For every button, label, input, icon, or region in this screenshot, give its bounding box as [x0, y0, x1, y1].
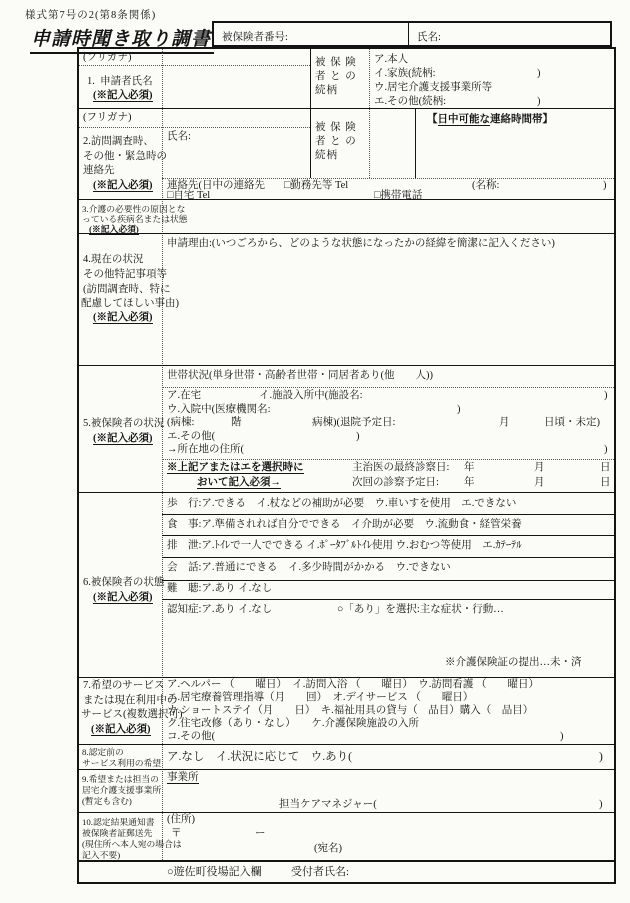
s1-option-family-close: ) [537, 68, 541, 79]
s1-option-family: イ.家族(続柄: [374, 68, 436, 79]
s2-mobile-checkbox: □携帯電話 [374, 190, 423, 201]
s5-location-address-close: ) [604, 444, 608, 455]
s5-discharge-month: 月 [499, 417, 510, 428]
grid-line [162, 580, 614, 581]
grid-line [79, 365, 614, 366]
s1-option-other: エ.その他(続柄: [374, 96, 447, 107]
s2-label-line2: その他・緊急時の [83, 151, 167, 162]
form-table [77, 47, 616, 884]
grid-line [162, 599, 614, 600]
form-title: 申請時聞き取り調書 [30, 24, 214, 54]
grid-line [79, 492, 614, 493]
s9-office-label: 事業所 [167, 772, 199, 783]
s2-label-line3: 連絡先 [83, 165, 115, 176]
grid-line [79, 65, 310, 66]
s10-postal-mark: 〒 [171, 828, 182, 839]
s4-label-line1: 4.現在の状況 [83, 254, 144, 265]
s4-label-line2: その他特記事項等 [83, 269, 167, 280]
s4-application-reason: 申請理由:(いつごろから、どのような状態になったかの経緯を簡潔に記入ください) [167, 238, 555, 249]
grid-line [162, 514, 614, 515]
s2-office-name-label: (名称: [472, 180, 500, 191]
s9-caremanager-close: ) [599, 799, 603, 810]
s5-note-line1: ※上記アまたはエを選択時に [167, 462, 304, 473]
s7-label-line1: 7.希望のサービス [83, 680, 165, 691]
grid-line [162, 178, 614, 179]
grid-line [162, 459, 614, 460]
s10-addressee-label: (宛名) [314, 843, 342, 854]
s5-household-status: 世帯状況(単身世帯・高齢者世帯・同居者あり(他 人)) [167, 370, 433, 381]
s10-label-line1: 10.認定結果通知書 [82, 817, 155, 827]
s8-options-close: ) [599, 751, 603, 763]
s1-option-other-close: ) [537, 96, 541, 107]
s10-label-line4: 記入不要) [82, 850, 121, 860]
s7-service-line4: ク.住宅改修（あり・なし） ケ.介護保険施設の入所 [167, 718, 419, 729]
s5-option-facility: イ.施設入所中(施設名: [259, 390, 363, 401]
s6-meal-row: 食 事:ア.準備されれば自分でできる イ介助が必要 ウ.流動食・経管栄養 [167, 519, 522, 530]
s7-service-line5: コ.その他( [167, 731, 216, 742]
s10-label-line3: (現住所へ本人宛の場合は [82, 839, 182, 849]
s5-doctor-last-visit: 主治医の最終診察日: [352, 462, 450, 473]
s5-option-hospital-close: ) [457, 404, 461, 415]
grid-line [79, 233, 614, 234]
s5-location-address: →所在地の住所( [167, 444, 244, 455]
s2-furigana-label: (フリガナ) [83, 112, 132, 123]
s1-relation-label: 被 保 険 者 と の 続柄 [315, 57, 357, 97]
s5-day2: 日 [600, 477, 611, 488]
s5-ward-label: (病棟: [167, 417, 195, 428]
s5-floor-label: 階 [231, 417, 242, 428]
s7-service-line2: エ.居宅療養管理指導（月 回） オ.デイサービス （ 曜日） [167, 692, 474, 703]
grid-line [310, 49, 311, 178]
s2-name-label: 氏名: [167, 131, 191, 142]
receiver-name-label: 受付者氏名: [291, 866, 350, 878]
s5-day1: 日 [600, 462, 611, 473]
s5-option-home: ア.在宅 [167, 390, 202, 401]
s5-option-other-close: ) [356, 431, 360, 442]
s6-toilet-row: 排 泄:ア.ﾄｲﾚで一人でできる イ.ﾎﾟｰﾀﾌﾞﾙﾄｲﾚ使用 ウ.おむつ等使用 エ.ｶﾃｰﾃﾙ [167, 540, 522, 551]
s4-label-line4: 配慮してほしい事由) [81, 298, 179, 309]
s10-address-label: (住所) [167, 814, 195, 825]
s2-work-tel-checkbox: □勤務先等 Tel [284, 180, 349, 191]
s6-label: 6.被保険者の状態 [83, 577, 165, 588]
s2-home-tel-checkbox: □自宅 Tel [167, 190, 211, 201]
s2-relation-label: 被 保 険 者 と の 続柄 [315, 122, 357, 162]
s3-label-line1: 3.介護の必要性の原因とな [82, 204, 186, 214]
insured-number-label: 被保険者番号: [214, 23, 409, 45]
grid-line [369, 49, 370, 178]
grid-line [79, 812, 614, 813]
header-box [212, 21, 612, 47]
s5-option-other: エ.その他( [167, 431, 216, 442]
s9-caremanager-label: 担当ケアマネジャー( [279, 799, 377, 810]
s5-note-line2: おいて記入必須→ [197, 477, 281, 488]
grid-line [79, 769, 614, 770]
s2-office-name-close: ) [603, 180, 607, 191]
s2-label-line1: 2.訪問調査時、 [83, 136, 154, 147]
s7-required-label: (※記入必須) [91, 724, 151, 735]
s5-year1: 年 [464, 462, 475, 473]
s5-year2: 年 [464, 477, 475, 488]
s7-service-line1: ア.ヘルパー （ 曜日） イ.訪問入浴 （ 曜日） ウ.訪問看護 （ 曜日） [167, 679, 540, 690]
s5-discharge-label: 病棟)(退院予定日: [312, 417, 396, 428]
s1-option-self: ア.本人 [374, 54, 409, 65]
s8-options: ア.なし イ.状況に応じて ウ.あり( [167, 751, 352, 763]
insured-name-label: 氏名: [417, 32, 441, 43]
grid-line [162, 49, 163, 860]
s10-postal-dash: ー [255, 828, 266, 839]
s5-month2: 月 [534, 477, 545, 488]
s5-option-hospital: ウ.入院中(医療機関名: [167, 404, 271, 415]
town-office-entry-label: ○遊佐町役場記入欄 [167, 866, 262, 878]
s7-service-line5-close: ) [560, 731, 564, 742]
s6-conversation-row: 会 話:ア.普通にできる イ.多少時間がかかる ウ.できない [167, 562, 451, 573]
s1-furigana-label: (フリガナ) [83, 52, 132, 63]
s9-label-line3: (暫定も含む) [82, 796, 132, 806]
s8-label-line1: 8.認定前の [82, 747, 124, 757]
s3-label-line2: っている疾病名または状態 [82, 214, 188, 224]
form-number-note: 様式第7号の2(第8条関係) [25, 10, 157, 21]
s2-daytime-contact-header: 【日中可能な連絡時間帯】 [427, 114, 553, 125]
s5-month1: 月 [534, 462, 545, 473]
s5-next-visit: 次回の診察予定日: [352, 477, 439, 488]
s10-label-line2: 被保険者証郵送先 [82, 828, 153, 838]
grid-line [79, 127, 310, 128]
s5-label: 5.被保険者の状況 [83, 418, 165, 429]
s1-applicant-name-label: 1. 申請者氏名 [87, 76, 153, 87]
s8-label-line2: サービス利用の希望 [82, 758, 162, 768]
grid-line [79, 744, 614, 745]
s6-dementia-row: 認知症:ア.あり イ.なし [167, 604, 273, 615]
s1-option-office: ウ.居宅介護支援事業所等 [374, 82, 493, 93]
grid-line [79, 677, 614, 678]
s7-service-line3: カ.ショートステイ（月 日） キ.福祉用具の貸与（ 品目）購入（ 品目） [167, 705, 534, 716]
s9-label-line1: 9.希望または担当の [82, 774, 159, 784]
grid-line [79, 860, 614, 862]
s7-label-line3: サービス(複数選択可) [81, 709, 183, 720]
s6-required-label: (※記入必須) [93, 592, 153, 603]
grid-line [162, 535, 614, 536]
s5-required-label: (※記入必須) [93, 433, 153, 444]
grid-line [415, 108, 416, 178]
s4-label-line3: (訪問調査時、特に [83, 284, 171, 295]
s3-required-label: (※記入必須) [89, 224, 139, 234]
grid-line [162, 557, 614, 558]
s6-insurance-card-note: ※介護保険証の提出…未・済 [445, 657, 582, 668]
s1-required-label: (※記入必須) [93, 90, 153, 101]
s6-dementia-note: ○「あり」を選択:主な症状・行動… [337, 604, 504, 615]
grid-line [79, 108, 614, 109]
s7-label-line2: または現在利用中の [83, 695, 178, 706]
s9-label-line2: 居宅介護支援事業所 [82, 785, 162, 795]
s6-hearing-row: 難 聴:ア.あり イ.なし [167, 583, 273, 594]
s6-walking-row: 歩 行:ア.できる イ.杖などの補助が必要 ウ.車いすを使用 エ.できない [167, 498, 517, 509]
grid-line [79, 199, 614, 200]
s5-discharge-day: 日頃・未定) [544, 417, 600, 428]
s2-contact-line1: 連絡先(日中の連絡先 [167, 180, 265, 191]
grid-line [162, 387, 614, 388]
s2-required-label: (※記入必須) [93, 180, 153, 191]
s5-option-facility-close: ) [604, 390, 608, 401]
s4-required-label: (※記入必須) [93, 312, 153, 323]
